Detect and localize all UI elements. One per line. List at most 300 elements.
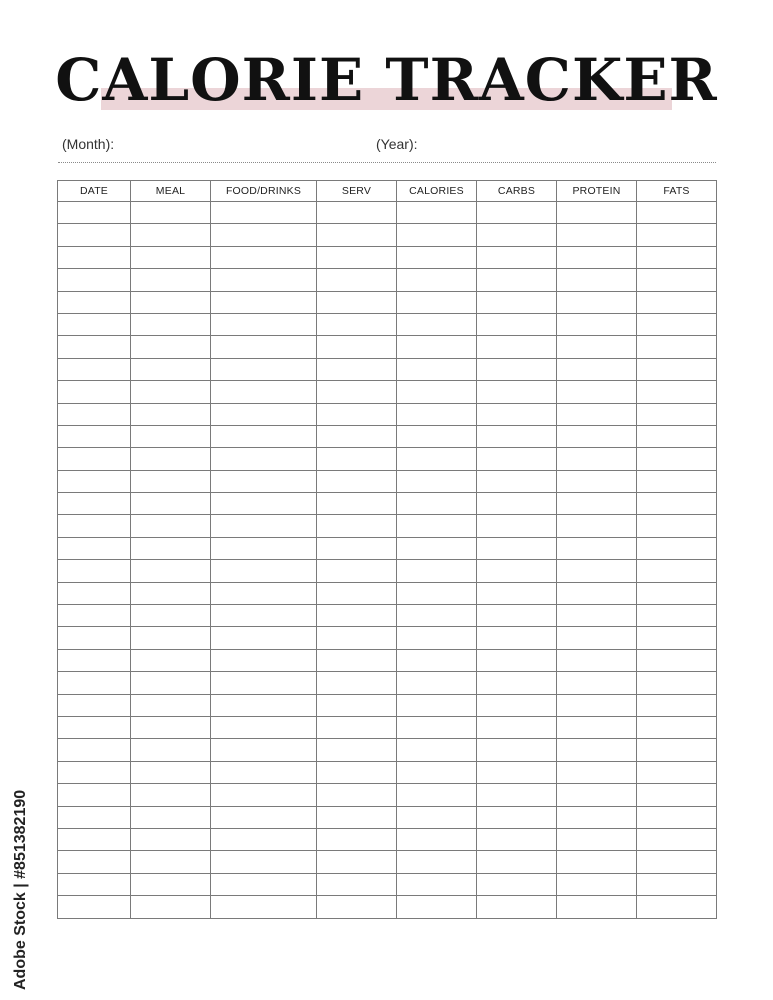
column-header-meal: MEAL xyxy=(131,181,211,202)
table-cell xyxy=(557,269,637,291)
stock-id-text: Adobe Stock | #851382190 xyxy=(12,789,29,990)
column-header-protein: PROTEIN xyxy=(557,181,637,202)
table-cell xyxy=(211,873,317,895)
page-title: CALORIE TRACKER xyxy=(55,46,718,114)
table-cell xyxy=(637,493,717,515)
table-cell xyxy=(557,202,637,224)
table-cell xyxy=(131,806,211,828)
column-header-calories: CALORIES xyxy=(397,181,477,202)
table-cell xyxy=(317,851,397,873)
table-cell xyxy=(131,828,211,850)
table-cell xyxy=(211,470,317,492)
table-cell xyxy=(637,202,717,224)
table-cell xyxy=(131,269,211,291)
table-cell xyxy=(317,515,397,537)
table-row xyxy=(58,784,717,806)
table-cell xyxy=(131,358,211,380)
table-cell xyxy=(557,716,637,738)
table-cell xyxy=(317,694,397,716)
table-cell xyxy=(131,224,211,246)
table-cell xyxy=(397,716,477,738)
table-cell xyxy=(211,649,317,671)
table-cell xyxy=(557,470,637,492)
table-cell xyxy=(637,403,717,425)
table-cell xyxy=(397,381,477,403)
table-cell xyxy=(557,649,637,671)
table-cell xyxy=(131,873,211,895)
table-cell xyxy=(317,313,397,335)
table-cell xyxy=(131,560,211,582)
table-cell xyxy=(477,605,557,627)
table-cell xyxy=(211,515,317,537)
table-cell xyxy=(131,515,211,537)
table-cell xyxy=(317,291,397,313)
table-cell xyxy=(211,381,317,403)
table-cell xyxy=(397,470,477,492)
table-cell xyxy=(637,537,717,559)
table-cell xyxy=(557,336,637,358)
table-cell xyxy=(637,582,717,604)
table-row xyxy=(58,605,717,627)
table-row xyxy=(58,537,717,559)
table-cell xyxy=(58,605,131,627)
table-cell xyxy=(211,358,317,380)
table-cell xyxy=(477,560,557,582)
table-cell xyxy=(58,784,131,806)
table-cell xyxy=(211,560,317,582)
table-cell xyxy=(58,537,131,559)
table-cell xyxy=(637,627,717,649)
table-cell xyxy=(131,403,211,425)
table-cell xyxy=(477,291,557,313)
table-cell xyxy=(557,560,637,582)
table-cell xyxy=(557,806,637,828)
table-cell xyxy=(58,873,131,895)
table-row xyxy=(58,649,717,671)
table-row xyxy=(58,246,717,268)
table-cell xyxy=(397,828,477,850)
table-cell xyxy=(131,784,211,806)
table-cell xyxy=(317,806,397,828)
table-cell xyxy=(477,873,557,895)
table-cell xyxy=(477,851,557,873)
table-cell xyxy=(131,537,211,559)
table-cell xyxy=(211,448,317,470)
table-cell xyxy=(397,627,477,649)
table-cell xyxy=(397,493,477,515)
table-cell xyxy=(397,358,477,380)
table-row xyxy=(58,851,717,873)
table-cell xyxy=(317,425,397,447)
table-header-row xyxy=(58,181,717,202)
table-row xyxy=(58,425,717,447)
table-cell xyxy=(397,202,477,224)
table-cell xyxy=(477,694,557,716)
table-cell xyxy=(131,381,211,403)
table-cell xyxy=(557,784,637,806)
table-cell xyxy=(637,381,717,403)
table-cell xyxy=(131,851,211,873)
table-cell xyxy=(637,224,717,246)
table-cell xyxy=(317,739,397,761)
table-cell xyxy=(58,470,131,492)
table-cell xyxy=(637,560,717,582)
table-cell xyxy=(557,313,637,335)
table-cell xyxy=(58,336,131,358)
table-cell xyxy=(637,470,717,492)
table-cell xyxy=(477,627,557,649)
table-cell xyxy=(211,716,317,738)
table-row xyxy=(58,694,717,716)
table-cell xyxy=(317,649,397,671)
table-cell xyxy=(397,515,477,537)
table-cell xyxy=(637,716,717,738)
table-cell xyxy=(58,582,131,604)
table-row xyxy=(58,560,717,582)
table-row xyxy=(58,403,717,425)
table-row xyxy=(58,896,717,918)
table-row xyxy=(58,672,717,694)
table-cell xyxy=(557,828,637,850)
table-cell xyxy=(557,627,637,649)
table-cell xyxy=(131,425,211,447)
table-cell xyxy=(557,761,637,783)
table-cell xyxy=(58,493,131,515)
table-cell xyxy=(557,291,637,313)
table-cell xyxy=(58,515,131,537)
table-row xyxy=(58,313,717,335)
table-row xyxy=(58,806,717,828)
table-cell xyxy=(317,448,397,470)
table-cell xyxy=(58,425,131,447)
table-cell xyxy=(211,425,317,447)
table-row xyxy=(58,716,717,738)
year-label: (Year): xyxy=(376,136,418,152)
table-cell xyxy=(397,403,477,425)
table-cell xyxy=(317,873,397,895)
table-cell xyxy=(477,515,557,537)
table-cell xyxy=(397,739,477,761)
table-cell xyxy=(637,806,717,828)
table-cell xyxy=(637,358,717,380)
table-row xyxy=(58,381,717,403)
table-cell xyxy=(131,470,211,492)
table-cell xyxy=(317,582,397,604)
table-cell xyxy=(397,246,477,268)
table-row xyxy=(58,358,717,380)
table-cell xyxy=(317,784,397,806)
table-cell xyxy=(58,739,131,761)
table-cell xyxy=(58,202,131,224)
table-cell xyxy=(637,739,717,761)
table-cell xyxy=(397,448,477,470)
table-cell xyxy=(131,336,211,358)
table-cell xyxy=(557,358,637,380)
column-header-fats: FATS xyxy=(637,181,717,202)
table-cell xyxy=(477,403,557,425)
table-cell xyxy=(557,605,637,627)
table-cell xyxy=(397,425,477,447)
table-cell xyxy=(397,313,477,335)
table-cell xyxy=(211,537,317,559)
table-cell xyxy=(58,291,131,313)
table-cell xyxy=(557,515,637,537)
table-cell xyxy=(317,537,397,559)
table-cell xyxy=(477,448,557,470)
table-row xyxy=(58,515,717,537)
table-cell xyxy=(397,605,477,627)
table-cell xyxy=(557,582,637,604)
table-cell xyxy=(477,381,557,403)
table-cell xyxy=(211,739,317,761)
table-cell xyxy=(58,806,131,828)
table-cell xyxy=(637,269,717,291)
table-cell xyxy=(317,381,397,403)
table-cell xyxy=(637,896,717,918)
table-cell xyxy=(131,649,211,671)
table-cell xyxy=(637,291,717,313)
table-cell xyxy=(131,896,211,918)
table-cell xyxy=(58,761,131,783)
table-cell xyxy=(477,828,557,850)
table-cell xyxy=(397,649,477,671)
table-row xyxy=(58,739,717,761)
table-cell xyxy=(131,672,211,694)
table-cell xyxy=(637,672,717,694)
table-row xyxy=(58,828,717,850)
table-cell xyxy=(131,246,211,268)
stock-id-watermark xyxy=(10,760,30,990)
table-cell xyxy=(131,291,211,313)
table-cell xyxy=(637,336,717,358)
table-cell xyxy=(317,269,397,291)
table-cell xyxy=(477,313,557,335)
table-cell xyxy=(557,246,637,268)
table-row xyxy=(58,202,717,224)
table-cell xyxy=(637,425,717,447)
table-cell xyxy=(58,828,131,850)
divider xyxy=(58,162,716,163)
table-cell xyxy=(317,493,397,515)
table-row xyxy=(58,582,717,604)
table-cell xyxy=(477,202,557,224)
table-cell xyxy=(58,381,131,403)
table-cell xyxy=(211,202,317,224)
table-cell xyxy=(557,224,637,246)
table-cell xyxy=(397,560,477,582)
table-cell xyxy=(317,605,397,627)
table-cell xyxy=(317,470,397,492)
table-cell xyxy=(477,649,557,671)
table-cell xyxy=(637,761,717,783)
table-cell xyxy=(397,582,477,604)
table-cell xyxy=(317,627,397,649)
table-cell xyxy=(557,403,637,425)
table-cell xyxy=(397,336,477,358)
table-cell xyxy=(131,313,211,335)
table-row xyxy=(58,269,717,291)
table-cell xyxy=(131,493,211,515)
table-cell xyxy=(131,448,211,470)
table-cell xyxy=(557,739,637,761)
table-cell xyxy=(211,694,317,716)
month-label: (Month): xyxy=(62,136,115,152)
table-cell xyxy=(397,873,477,895)
table-cell xyxy=(637,246,717,268)
table-cell xyxy=(477,246,557,268)
table-cell xyxy=(211,291,317,313)
table-cell xyxy=(637,448,717,470)
table-cell xyxy=(557,381,637,403)
table-cell xyxy=(317,224,397,246)
table-cell xyxy=(211,828,317,850)
table-cell xyxy=(211,336,317,358)
column-header-food-drinks: FOOD/DRINKS xyxy=(211,181,317,202)
table-cell xyxy=(211,224,317,246)
table-cell xyxy=(637,515,717,537)
table-cell xyxy=(131,582,211,604)
table-cell xyxy=(211,784,317,806)
table-cell xyxy=(58,560,131,582)
calorie-table xyxy=(57,180,717,919)
column-header-serv: SERV xyxy=(317,181,397,202)
table-cell xyxy=(317,672,397,694)
table-cell xyxy=(637,873,717,895)
table-cell xyxy=(58,896,131,918)
table-cell xyxy=(397,761,477,783)
column-header-date: DATE xyxy=(58,181,131,202)
table-cell xyxy=(477,224,557,246)
table-cell xyxy=(58,627,131,649)
table-cell xyxy=(211,761,317,783)
table-cell xyxy=(477,896,557,918)
table-cell xyxy=(131,739,211,761)
table-row xyxy=(58,873,717,895)
table-cell xyxy=(557,896,637,918)
table-cell xyxy=(317,403,397,425)
column-header-carbs: CARBS xyxy=(477,181,557,202)
table-cell xyxy=(557,425,637,447)
table-body xyxy=(58,202,717,919)
table-cell xyxy=(397,269,477,291)
table-cell xyxy=(477,358,557,380)
table-cell xyxy=(477,493,557,515)
table-cell xyxy=(58,649,131,671)
table-cell xyxy=(557,672,637,694)
table-cell xyxy=(397,537,477,559)
table-row xyxy=(58,448,717,470)
table-cell xyxy=(317,896,397,918)
table-cell xyxy=(58,448,131,470)
table-cell xyxy=(477,582,557,604)
table-cell xyxy=(637,605,717,627)
table-cell xyxy=(58,851,131,873)
table-cell xyxy=(317,358,397,380)
table-cell xyxy=(211,313,317,335)
table-row xyxy=(58,224,717,246)
table-cell xyxy=(557,694,637,716)
table-cell xyxy=(58,224,131,246)
table-cell xyxy=(637,313,717,335)
table-cell xyxy=(477,761,557,783)
table-cell xyxy=(317,716,397,738)
table-cell xyxy=(131,694,211,716)
table-cell xyxy=(397,784,477,806)
table-cell xyxy=(477,425,557,447)
table-cell xyxy=(211,246,317,268)
table-cell xyxy=(477,269,557,291)
table-cell xyxy=(131,605,211,627)
table-cell xyxy=(397,224,477,246)
table-cell xyxy=(211,403,317,425)
table-cell xyxy=(211,582,317,604)
table-cell xyxy=(211,896,317,918)
table-cell xyxy=(397,896,477,918)
table-cell xyxy=(477,336,557,358)
table-cell xyxy=(317,246,397,268)
table-cell xyxy=(557,537,637,559)
table-cell xyxy=(317,761,397,783)
table-cell xyxy=(211,806,317,828)
table-cell xyxy=(211,672,317,694)
table-row xyxy=(58,291,717,313)
table-cell xyxy=(211,269,317,291)
table-cell xyxy=(58,672,131,694)
table-cell xyxy=(557,493,637,515)
table-cell xyxy=(477,806,557,828)
table-cell xyxy=(397,806,477,828)
table-cell xyxy=(211,627,317,649)
table-cell xyxy=(637,649,717,671)
table-cell xyxy=(211,605,317,627)
table-cell xyxy=(637,784,717,806)
table-cell xyxy=(58,403,131,425)
table-cell xyxy=(58,246,131,268)
table-cell xyxy=(477,537,557,559)
table-cell xyxy=(477,739,557,761)
table-row xyxy=(58,493,717,515)
table-cell xyxy=(397,851,477,873)
table-cell xyxy=(397,694,477,716)
table-cell xyxy=(58,313,131,335)
table-row xyxy=(58,627,717,649)
table-cell xyxy=(58,716,131,738)
table-cell xyxy=(477,784,557,806)
table-cell xyxy=(557,851,637,873)
table-cell xyxy=(317,336,397,358)
table-cell xyxy=(131,716,211,738)
table-cell xyxy=(211,493,317,515)
table-cell xyxy=(477,716,557,738)
table-cell xyxy=(58,694,131,716)
table-cell xyxy=(317,202,397,224)
table-cell xyxy=(317,828,397,850)
table-cell xyxy=(477,470,557,492)
table-cell xyxy=(131,627,211,649)
table-cell xyxy=(58,358,131,380)
table-cell xyxy=(211,851,317,873)
table-row xyxy=(58,761,717,783)
table-cell xyxy=(637,694,717,716)
table-cell xyxy=(557,873,637,895)
table-cell xyxy=(477,672,557,694)
table-cell xyxy=(397,672,477,694)
table-cell xyxy=(58,269,131,291)
table-cell xyxy=(131,761,211,783)
table-cell xyxy=(557,448,637,470)
table-row xyxy=(58,336,717,358)
table-cell xyxy=(637,828,717,850)
